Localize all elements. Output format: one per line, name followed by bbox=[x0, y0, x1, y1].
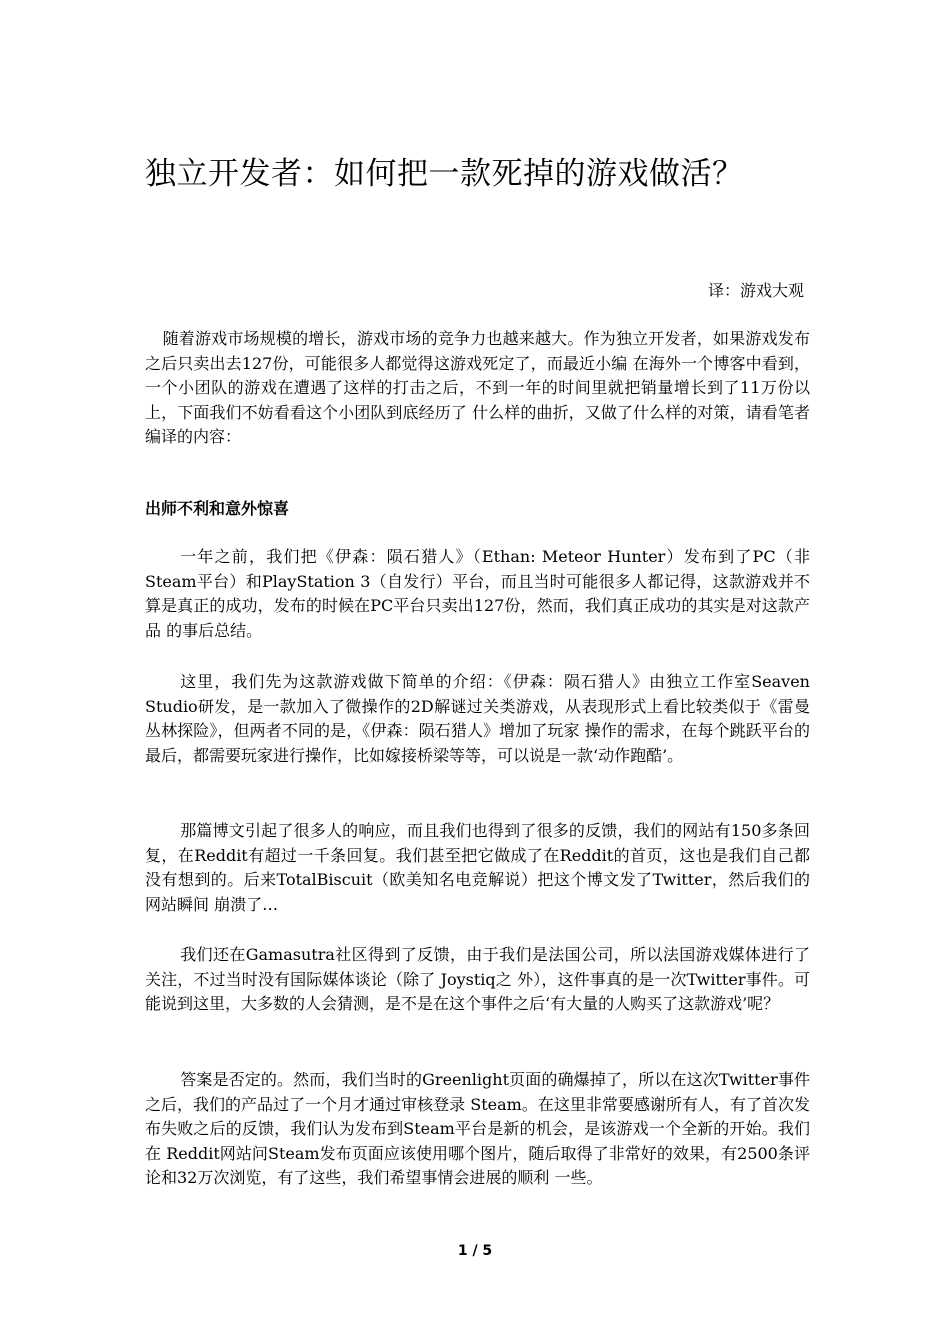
body-paragraph-5: 答案是否定的。然而，我们当时的Greenlight页面的确爆掉了，所以在这次Twitter事件之后，我们的产品过了一个月才通过审核登录 Steam。在这里非常要感谢所有人，有了首次发布失败之后的反馈，我们认为发布到Steam平台是新的机会，是该游戏一个全新的开始。我们在 Reddit网站问Steam发布页面应该使用哪个图片，随后取得了非常好的效果，有2500条评论和32万次浏览，有了这些，我们希望事情会进展的顺利 一些。 bbox=[145, 1070, 810, 1187]
section-heading: 出师不利和意外惊喜 bbox=[145, 499, 290, 518]
body-paragraph-3: 那篇博文引起了很多人的响应，而且我们也得到了很多的反馈，我们的网站有150多条回复，在Reddit有超过一千条回复。我们甚至把它做成了在Reddit的首页，这也是我们自己都没有想到的。后来TotalBiscuit（欧美知名电竞解说）把这个博文发了Twitter，然后我们的网站瞬间 崩溃了… bbox=[145, 821, 810, 914]
body-paragraph-1: 一年之前，我们把《伊森：陨石猎人》（Ethan: Meteor Hunter）发布到了PC（非Steam平台）和PlayStation 3（自发行）平台，而且当时可能很多人都记得，这款游戏并不算是真正的成功，发布的时候在PC平台只卖出127份，然而，我们真正成功的其实是对这款产品 的事后总结。 bbox=[145, 547, 810, 640]
body-paragraph-4: 我们还在Gamasutra社区得到了反馈，由于我们是法国公司，所以法国游戏媒体进行了关注，不过当时没有国际媒体谈论（除了 Joystiq之 外），这件事真的是一次Twitter事件。可能说到这里，大多数的人会猜测，是不是在这个事件之后‘有大量的人购买了这款游戏’呢？ bbox=[145, 945, 810, 1013]
intro-paragraph: 随着游戏市场规模的增长，游戏市场的竞争力也越来越大。作为独立开发者，如果游戏发布之后只卖出去127份，可能很多人都觉得这游戏死定了，而最近小编 在海外一个博客中看到，一个小团队的游戏在遭遇了这样的打击之后，不到一年的时间里就把销量增长到了11万份以上，下面我们不妨看看这个小团队到底经历了 什么样的曲折，又做了什么样的对策，请看笔者编译的内容： bbox=[145, 329, 810, 446]
translator-credit: 译：游戏大观 bbox=[707, 281, 804, 300]
page-number: 1 / 5 bbox=[457, 1243, 493, 1259]
body-paragraph-2: 这里，我们先为这款游戏做下简单的介绍：《伊森：陨石猎人》由独立工作室Seaven Studio研发，是一款加入了微操作的2D解谜过关类游戏，从表现形式上看比较类似于《雷曼丛林探险》，但两者不同的是，《伊森：陨石猎人》增加了玩家 操作的需求，在每个跳跃平台的最后，都需要玩家进行操作，比如嫁接桥梁等等，可以说是一款‘动作跑酷’。 bbox=[145, 672, 810, 765]
page-title: 独立开发者：如何把一款死掉的游戏做活？ bbox=[145, 156, 744, 192]
